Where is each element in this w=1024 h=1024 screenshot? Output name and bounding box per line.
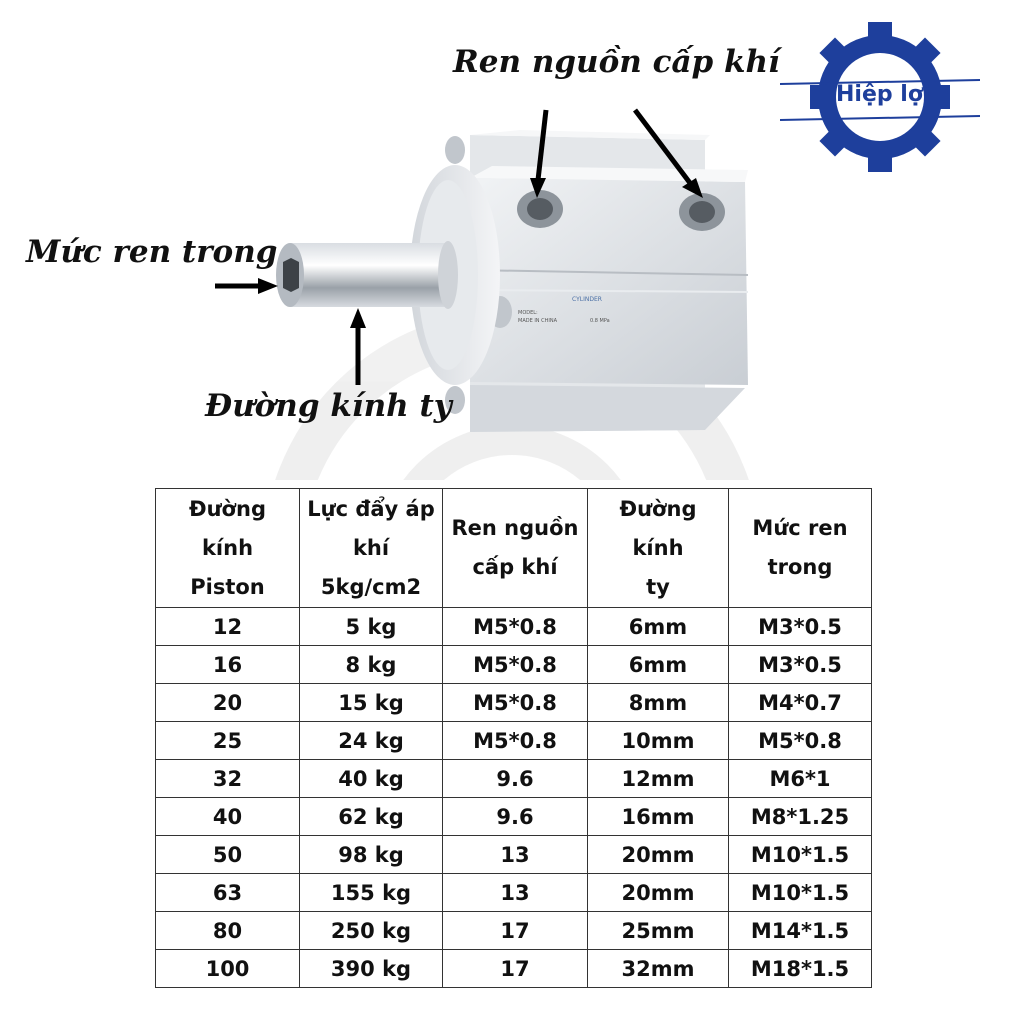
piston-rod bbox=[276, 241, 458, 309]
cell-thrust-force: 8 kg bbox=[300, 646, 443, 684]
inner-thread-label: Mức ren trong bbox=[26, 234, 278, 270]
cell-air-port-thread: M5*0.8 bbox=[443, 684, 588, 722]
cell-air-port-thread: 9.6 bbox=[443, 798, 588, 836]
cell-piston-diameter: 25 bbox=[156, 722, 300, 760]
cell-air-port-thread: 17 bbox=[443, 912, 588, 950]
cell-rod-diameter: 20mm bbox=[588, 874, 729, 912]
cylinder-pressure-text: 0.8 MPa bbox=[590, 318, 610, 324]
cell-air-port-thread: 13 bbox=[443, 874, 588, 912]
cell-air-port-thread: 17 bbox=[443, 950, 588, 988]
cell-thrust-force: 5 kg bbox=[300, 608, 443, 646]
table-row bbox=[156, 646, 872, 684]
cell-inner-thread: M4*0.7 bbox=[729, 684, 872, 722]
cell-piston-diameter: 50 bbox=[156, 836, 300, 874]
cell-inner-thread: M8*1.25 bbox=[729, 798, 872, 836]
header-inner-thread: Mức ren trong bbox=[729, 489, 872, 608]
cell-inner-thread: M6*1 bbox=[729, 760, 872, 798]
logo-text: Hiệp lợi bbox=[836, 82, 931, 107]
cell-inner-thread: M5*0.8 bbox=[729, 722, 872, 760]
table-row bbox=[156, 798, 872, 836]
header-thrust-force: Lực đẩy áp khí 5kg/cm2 bbox=[300, 489, 443, 608]
table-row bbox=[156, 722, 872, 760]
table-row bbox=[156, 874, 872, 912]
cylinder-label bbox=[572, 296, 602, 303]
cell-piston-diameter: 12 bbox=[156, 608, 300, 646]
cylinder-model-text: MODEL: bbox=[518, 310, 538, 316]
cell-thrust-force: 15 kg bbox=[300, 684, 443, 722]
cylinder-origin-text: MADE IN CHINA bbox=[518, 318, 558, 324]
cell-thrust-force: 250 kg bbox=[300, 912, 443, 950]
cell-thrust-force: 390 kg bbox=[300, 950, 443, 988]
cell-inner-thread: M3*0.5 bbox=[729, 646, 872, 684]
cell-air-port-thread: M5*0.8 bbox=[443, 722, 588, 760]
cell-piston-diameter: 16 bbox=[156, 646, 300, 684]
table-header-row bbox=[156, 489, 872, 608]
cell-piston-diameter: 20 bbox=[156, 684, 300, 722]
table-row bbox=[156, 836, 872, 874]
cell-thrust-force: 155 kg bbox=[300, 874, 443, 912]
cell-thrust-force: 62 kg bbox=[300, 798, 443, 836]
cell-rod-diameter: 16mm bbox=[588, 798, 729, 836]
cell-rod-diameter: 12mm bbox=[588, 760, 729, 798]
cell-piston-diameter: 32 bbox=[156, 760, 300, 798]
table-row bbox=[156, 950, 872, 988]
cell-air-port-thread: 9.6 bbox=[443, 760, 588, 798]
cylinder-brand-text: CYLINDER bbox=[572, 296, 602, 303]
cell-rod-diameter: 6mm bbox=[588, 646, 729, 684]
cell-piston-diameter: 40 bbox=[156, 798, 300, 836]
cell-thrust-force: 24 kg bbox=[300, 722, 443, 760]
cell-rod-diameter: 20mm bbox=[588, 836, 729, 874]
cell-air-port-thread: M5*0.8 bbox=[443, 646, 588, 684]
cell-rod-diameter: 32mm bbox=[588, 950, 729, 988]
header-air-port-thread: Ren nguồn cấp khí bbox=[443, 489, 588, 608]
cell-inner-thread: M14*1.5 bbox=[729, 912, 872, 950]
cell-piston-diameter: 63 bbox=[156, 874, 300, 912]
cell-air-port-thread: 13 bbox=[443, 836, 588, 874]
cell-air-port-thread: M5*0.8 bbox=[443, 608, 588, 646]
cell-rod-diameter: 6mm bbox=[588, 608, 729, 646]
table-row bbox=[156, 684, 872, 722]
table-row bbox=[156, 608, 872, 646]
cell-inner-thread: M18*1.5 bbox=[729, 950, 872, 988]
cell-piston-diameter: 100 bbox=[156, 950, 300, 988]
spec-table bbox=[155, 488, 872, 988]
cell-inner-thread: M10*1.5 bbox=[729, 836, 872, 874]
header-rod-diameter: Đường kính ty bbox=[588, 489, 729, 608]
cell-rod-diameter: 10mm bbox=[588, 722, 729, 760]
cell-thrust-force: 98 kg bbox=[300, 836, 443, 874]
cell-rod-diameter: 25mm bbox=[588, 912, 729, 950]
table-row bbox=[156, 912, 872, 950]
cell-inner-thread: M10*1.5 bbox=[729, 874, 872, 912]
air-port-thread-label: Ren nguồn cấp khí bbox=[453, 44, 780, 80]
rod-diameter-label: Đường kính ty bbox=[205, 388, 452, 424]
cell-rod-diameter: 8mm bbox=[588, 684, 729, 722]
table-row bbox=[156, 760, 872, 798]
cell-piston-diameter: 80 bbox=[156, 912, 300, 950]
cell-inner-thread: M3*0.5 bbox=[729, 608, 872, 646]
cell-thrust-force: 40 kg bbox=[300, 760, 443, 798]
header-piston-diameter: Đường kính Piston bbox=[156, 489, 300, 608]
